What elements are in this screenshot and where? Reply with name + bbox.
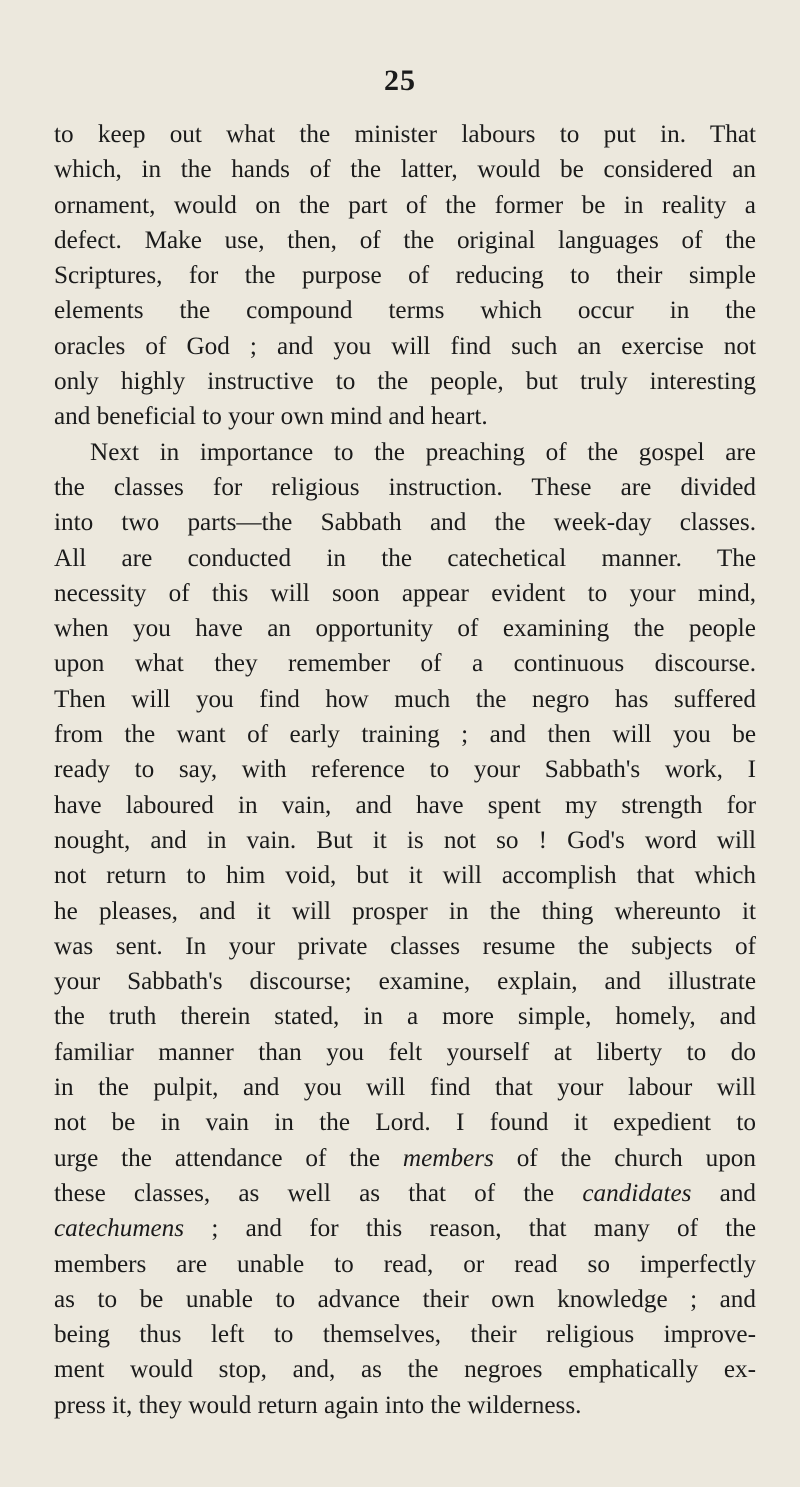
text-line-segment: members are unable to read, or read so imperfectly (54, 1250, 756, 1278)
text-line (54, 364, 756, 399)
text-line-segment: from the want of early training ; and then will you be (54, 721, 756, 749)
text-line (54, 929, 756, 964)
text-line-segment: only highly instructive to the people, but truly interesting (54, 368, 756, 396)
text-line (54, 435, 756, 470)
text-line-segment: Scriptures, for the purpose of reducing to their simple (54, 262, 756, 290)
text-line-segment: urge the attendance of the (54, 1144, 403, 1172)
text-line (54, 1317, 756, 1352)
text-line (54, 682, 756, 717)
text-line-segment: not return to him void, but it will accomplish that which (54, 862, 756, 890)
text-line (54, 894, 756, 929)
text-line-segment: these classes, as well as that of the (54, 1179, 583, 1207)
text-line-segment: in the pulpit, and you will find that your labour will (54, 1074, 756, 1102)
text-line-segment: defect. Make use, then, of the original languages of the (54, 226, 756, 254)
text-line (54, 1105, 756, 1140)
text-line-segment: nought, and in vain. But it is not so ! God's word will (54, 826, 756, 854)
text-line-segment: and (691, 1179, 757, 1207)
text-line-segment: to keep out what the minister labours to put in. That (54, 121, 756, 148)
text-line-segment: press it, they would return again into the wilderness. (54, 1391, 582, 1419)
text-line (54, 293, 756, 328)
text-line (54, 646, 756, 681)
text-line-segment: and beneficial to your own mind and heart. (54, 403, 488, 431)
text-line-segment: was sent. In your private classes resume the subjects of (54, 932, 756, 960)
text-line (54, 1070, 756, 1105)
text-line-segment: he pleases, and it will prosper in the thing whereunto it (54, 897, 756, 925)
text-line (54, 1388, 756, 1423)
text-line-segment: have laboured in vain, and have spent my strength for (54, 791, 756, 819)
text-line-segment: ready to say, with reference to your Sabbath's work, I (54, 756, 756, 784)
text-line-segment: ; and for this reason, that many of the (184, 1215, 756, 1243)
text-line-segment: not be in vain in the Lord. I found it expedient to (54, 1109, 756, 1137)
text-line (54, 470, 756, 505)
text-line-segment: ornament, would on the part of the former be in reality a (54, 191, 756, 219)
text-line (54, 717, 756, 752)
text-line-segment: elements the compound terms which occur in the (54, 297, 756, 325)
text-line-segment: upon what they remember of a continuous discourse. (54, 650, 756, 678)
text-line-segment: as to be unable to advance their own knowledge ; and (54, 1285, 756, 1313)
text-line (54, 1176, 756, 1211)
text-line-segment: familiar manner than you felt yourself at liberty to do (54, 1038, 756, 1066)
text-line-segment: into two parts—the Sabbath and the week-day classes. (54, 509, 756, 537)
text-line-segment: when you have an opportunity of examining the people (54, 615, 756, 643)
page-number: 25 (384, 64, 416, 97)
italic-term: candidates (582, 1179, 692, 1207)
text-line-segment: the truth therein stated, in a more simple, homely, and (54, 1003, 756, 1031)
text-line (54, 858, 756, 893)
text-line (54, 1352, 756, 1387)
text-line (54, 541, 756, 576)
text-line (54, 1282, 756, 1317)
text-line (54, 188, 756, 223)
text-line (54, 223, 756, 258)
body-text (54, 117, 756, 1423)
text-line (54, 1211, 756, 1246)
text-line (54, 152, 756, 187)
text-line (54, 117, 756, 152)
text-line (54, 788, 756, 823)
text-line (54, 611, 756, 646)
text-line (54, 399, 756, 434)
italic-term: catechumens (54, 1215, 185, 1243)
text-line (54, 752, 756, 787)
text-line (54, 576, 756, 611)
text-line-segment: ment would stop, and, as the negroes emphatically ex- (54, 1356, 756, 1384)
text-line-segment: All are conducted in the catechetical manner. The (54, 544, 756, 572)
text-line (54, 329, 756, 364)
text-line (54, 964, 756, 999)
text-line-segment: being thus left to themselves, their religious improve- (54, 1321, 756, 1349)
text-line (54, 1247, 756, 1282)
text-line-segment: necessity of this will soon appear evident to your mind, (54, 579, 756, 607)
text-line-segment: the classes for religious instruction. These are divided (54, 473, 756, 501)
text-line (54, 999, 756, 1034)
text-line (54, 1035, 756, 1070)
text-line-segment: Then will you find how much the negro has suffered (54, 685, 756, 713)
text-line-segment: Next in importance to the preaching of the gospel are (90, 438, 756, 466)
text-line-segment: of the church upon (493, 1144, 756, 1172)
text-line (54, 1141, 756, 1176)
text-line-segment: your Sabbath's discourse; examine, explain, and illustrate (54, 968, 756, 996)
italic-term: members (402, 1144, 494, 1172)
text-line-segment: which, in the hands of the latter, would be considered an (54, 156, 756, 184)
text-line (54, 823, 756, 858)
text-line (54, 505, 756, 540)
text-line-segment: oracles of God ; and you will find such an exercise not (54, 332, 756, 360)
text-line (54, 258, 756, 293)
